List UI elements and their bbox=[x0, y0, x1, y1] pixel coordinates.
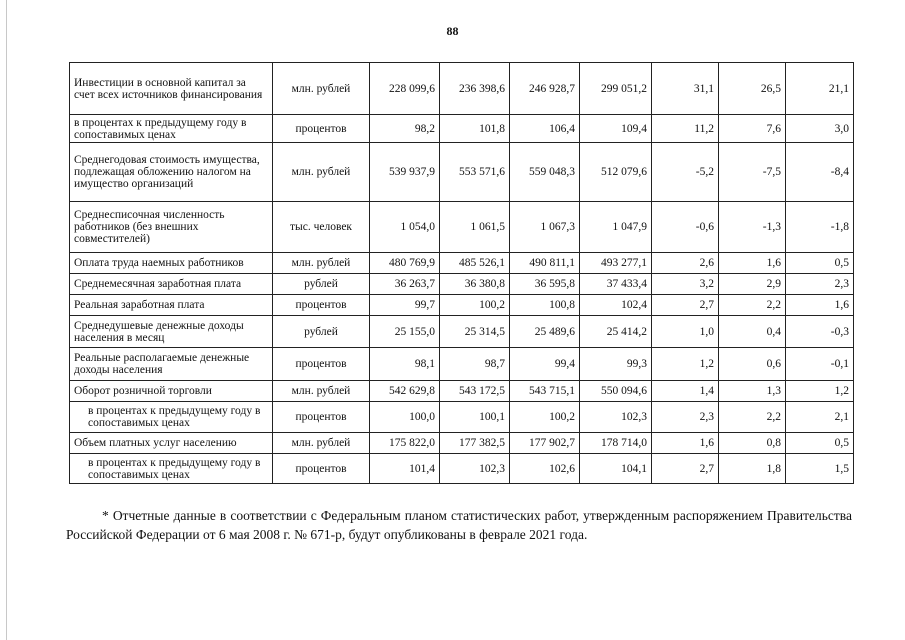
row-name: Реальные располагаемые денежные доходы населения bbox=[70, 348, 273, 381]
value-cell: 1 047,9 bbox=[580, 202, 652, 253]
row-unit: процентов bbox=[273, 115, 370, 143]
value-cell: 101,8 bbox=[440, 115, 510, 143]
value-cell: -0,1 bbox=[786, 348, 854, 381]
value-cell: 25 489,6 bbox=[510, 316, 580, 348]
value-cell: 493 277,1 bbox=[580, 253, 652, 274]
value-cell: 36 595,8 bbox=[510, 274, 580, 295]
value-cell: 99,4 bbox=[510, 348, 580, 381]
value-cell: 1,6 bbox=[719, 253, 786, 274]
value-cell: 1,2 bbox=[652, 348, 719, 381]
value-cell: -5,2 bbox=[652, 143, 719, 202]
value-cell: 539 937,9 bbox=[370, 143, 440, 202]
value-cell: 2,2 bbox=[719, 402, 786, 433]
value-cell: 2,3 bbox=[786, 274, 854, 295]
value-cell: 1,4 bbox=[652, 381, 719, 402]
table-row bbox=[70, 295, 854, 316]
value-cell: 7,6 bbox=[719, 115, 786, 143]
table-row bbox=[70, 202, 854, 253]
value-cell: 104,1 bbox=[580, 454, 652, 484]
value-cell: 25 314,5 bbox=[440, 316, 510, 348]
value-cell: 25 414,2 bbox=[580, 316, 652, 348]
table-row bbox=[70, 63, 854, 115]
value-cell: 100,1 bbox=[440, 402, 510, 433]
value-cell: 177 382,5 bbox=[440, 433, 510, 454]
value-cell: 559 048,3 bbox=[510, 143, 580, 202]
value-cell: 228 099,6 bbox=[370, 63, 440, 115]
value-cell: 26,5 bbox=[719, 63, 786, 115]
table-row bbox=[70, 348, 854, 381]
row-unit: рублей bbox=[273, 316, 370, 348]
value-cell: 102,4 bbox=[580, 295, 652, 316]
row-name: Инвестиции в основной капитал за счет всех источников финансирования bbox=[70, 63, 273, 115]
value-cell: 178 714,0 bbox=[580, 433, 652, 454]
row-name: Среднемесячная заработная плата bbox=[70, 274, 273, 295]
value-cell: -1,3 bbox=[719, 202, 786, 253]
value-cell: -1,8 bbox=[786, 202, 854, 253]
value-cell: 0,8 bbox=[719, 433, 786, 454]
row-name: Реальная заработная плата bbox=[70, 295, 273, 316]
value-cell: 1,8 bbox=[719, 454, 786, 484]
row-unit: тыс. человек bbox=[273, 202, 370, 253]
value-cell: 1,6 bbox=[786, 295, 854, 316]
table-row bbox=[70, 143, 854, 202]
page-number: 88 bbox=[446, 24, 459, 38]
value-cell: 100,8 bbox=[510, 295, 580, 316]
value-cell: 543 172,5 bbox=[440, 381, 510, 402]
row-unit: процентов bbox=[273, 402, 370, 433]
value-cell: 2,9 bbox=[719, 274, 786, 295]
value-cell: 3,0 bbox=[786, 115, 854, 143]
value-cell: 177 902,7 bbox=[510, 433, 580, 454]
value-cell: 21,1 bbox=[786, 63, 854, 115]
row-unit: процентов bbox=[273, 454, 370, 484]
value-cell: 99,3 bbox=[580, 348, 652, 381]
row-unit: млн. рублей bbox=[273, 63, 370, 115]
value-cell: 1,0 bbox=[652, 316, 719, 348]
row-unit: процентов bbox=[273, 295, 370, 316]
row-name: Оборот розничной торговли bbox=[70, 381, 273, 402]
value-cell: 550 094,6 bbox=[580, 381, 652, 402]
value-cell: 2,2 bbox=[719, 295, 786, 316]
footnote: * Отчетные данные в соответствии с Федеральным планом статистических работ, утвержденным распоряжением Правительства Российской Федерации от 6 мая 2008 г. № 671-р, будут опубликованы в феврале 2021 года. bbox=[66, 507, 852, 542]
value-cell: 25 155,0 bbox=[370, 316, 440, 348]
value-cell: 99,7 bbox=[370, 295, 440, 316]
table-row bbox=[70, 381, 854, 402]
table-row bbox=[70, 115, 854, 143]
value-cell: 175 822,0 bbox=[370, 433, 440, 454]
value-cell: 236 398,6 bbox=[440, 63, 510, 115]
value-cell: 1 054,0 bbox=[370, 202, 440, 253]
row-unit: млн. рублей bbox=[273, 253, 370, 274]
row-unit: рублей bbox=[273, 274, 370, 295]
value-cell: 0,5 bbox=[786, 433, 854, 454]
value-cell: 1,6 bbox=[652, 433, 719, 454]
value-cell: 100,2 bbox=[510, 402, 580, 433]
table-row bbox=[70, 402, 854, 433]
value-cell: 36 380,8 bbox=[440, 274, 510, 295]
value-cell: 485 526,1 bbox=[440, 253, 510, 274]
value-cell: 2,7 bbox=[652, 454, 719, 484]
row-name: Среднедушевые денежные доходы населения в месяц bbox=[70, 316, 273, 348]
value-cell: 98,2 bbox=[370, 115, 440, 143]
table-row bbox=[70, 274, 854, 295]
value-cell: 101,4 bbox=[370, 454, 440, 484]
value-cell: -8,4 bbox=[786, 143, 854, 202]
value-cell: 100,2 bbox=[440, 295, 510, 316]
value-cell: 102,3 bbox=[580, 402, 652, 433]
row-name: в процентах к предыдущему году в сопоставимых ценах bbox=[70, 402, 273, 433]
row-unit: процентов bbox=[273, 348, 370, 381]
value-cell: -7,5 bbox=[719, 143, 786, 202]
value-cell: -0,6 bbox=[652, 202, 719, 253]
value-cell: 543 715,1 bbox=[510, 381, 580, 402]
table-row bbox=[70, 433, 854, 454]
row-name: в процентах к предыдущему году в сопоставимых ценах bbox=[70, 115, 273, 143]
value-cell: 102,3 bbox=[440, 454, 510, 484]
value-cell: 98,1 bbox=[370, 348, 440, 381]
value-cell: 512 079,6 bbox=[580, 143, 652, 202]
value-cell: 2,6 bbox=[652, 253, 719, 274]
statistics-table bbox=[69, 62, 854, 484]
value-cell: 2,1 bbox=[786, 402, 854, 433]
value-cell: 1 061,5 bbox=[440, 202, 510, 253]
value-cell: 0,4 bbox=[719, 316, 786, 348]
value-cell: 100,0 bbox=[370, 402, 440, 433]
value-cell: 37 433,4 bbox=[580, 274, 652, 295]
value-cell: 31,1 bbox=[652, 63, 719, 115]
value-cell: 1,5 bbox=[786, 454, 854, 484]
value-cell: 246 928,7 bbox=[510, 63, 580, 115]
value-cell: 0,5 bbox=[786, 253, 854, 274]
value-cell: 36 263,7 bbox=[370, 274, 440, 295]
value-cell: 2,3 bbox=[652, 402, 719, 433]
value-cell: 0,6 bbox=[719, 348, 786, 381]
row-name: в процентах к предыдущему году в сопоставимых ценах bbox=[70, 454, 273, 484]
table-row bbox=[70, 316, 854, 348]
value-cell: 102,6 bbox=[510, 454, 580, 484]
value-cell: 1 067,3 bbox=[510, 202, 580, 253]
row-name: Объем платных услуг населению bbox=[70, 433, 273, 454]
value-cell: 1,2 bbox=[786, 381, 854, 402]
value-cell: 98,7 bbox=[440, 348, 510, 381]
value-cell: 3,2 bbox=[652, 274, 719, 295]
value-cell: 1,3 bbox=[719, 381, 786, 402]
row-name: Среднесписочная численность работников (без внешних совместителей) bbox=[70, 202, 273, 253]
row-name: Среднегодовая стоимость имущества, подлежащая обложению налогом на имущество организаций bbox=[70, 143, 273, 202]
table-row bbox=[70, 253, 854, 274]
value-cell: 480 769,9 bbox=[370, 253, 440, 274]
value-cell: -0,3 bbox=[786, 316, 854, 348]
row-unit: млн. рублей bbox=[273, 381, 370, 402]
value-cell: 553 571,6 bbox=[440, 143, 510, 202]
row-unit: млн. рублей bbox=[273, 433, 370, 454]
row-name: Оплата труда наемных работников bbox=[70, 253, 273, 274]
value-cell: 490 811,1 bbox=[510, 253, 580, 274]
value-cell: 106,4 bbox=[510, 115, 580, 143]
row-unit: млн. рублей bbox=[273, 143, 370, 202]
value-cell: 109,4 bbox=[580, 115, 652, 143]
value-cell: 299 051,2 bbox=[580, 63, 652, 115]
table-row bbox=[70, 454, 854, 484]
page-edge-line bbox=[6, 0, 7, 640]
value-cell: 2,7 bbox=[652, 295, 719, 316]
value-cell: 11,2 bbox=[652, 115, 719, 143]
value-cell: 542 629,8 bbox=[370, 381, 440, 402]
